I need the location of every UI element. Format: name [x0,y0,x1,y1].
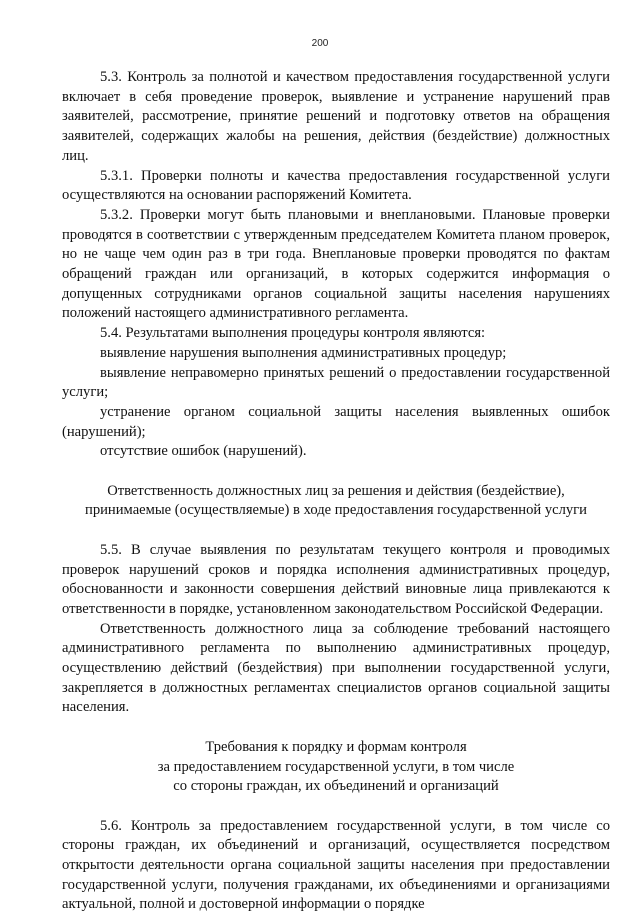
list-item: выявление неправомерно принятых решений о предоставлении государственной услуги; [62,364,610,401]
paragraph-5-5: 5.5. В случае выявления по результатам текущего контроля и проводимых проверок нарушений сроков и порядка исполнения административных процедур, обоснованности и законности совершения действий виновные лица привлекаются к ответственности в порядке, установленном законодательством Российской Федерации. [62,541,610,617]
paragraph-5-3-1: 5.3.1. Проверки полноты и качества предоставления государственной услуги осуществляются на основании распоряжений Комитета. [62,167,610,204]
section-heading-line: за предоставлением государственной услуги, в том числе [157,758,515,775]
paragraph-5-3-2: 5.3.2. Проверки могут быть плановыми и внеплановыми. Плановые проверки проводятся в соответствии с утвержденным председателем Комитета планом проверок, но не чаще чем один раз в три года. Внеплановые проверки проводятся по фактам обращений граждан или организаций, в которых содержится информация о допущенных сотрудниками органов социальной защиты населения нарушениях положений настоящего административного регламента. [62,206,610,322]
paragraph-responsibility: Ответственность должностного лица за соблюдение требований настоящего административного регламента по выполнению административных процедур, осуществлению действий (бездействия) при выполнении государственной услуги, закрепляется в должностных регламентах специалистов органов социальной защиты населения. [62,620,610,716]
document-body [62,68,610,915]
paragraph-5-6: 5.6. Контроль за предоставлением государственной услуги, в том числе со стороны граждан, их объединений и организаций, осуществляется посредством открытости деятельности органа социальной защиты населения при предоставлении государственной услуги, получения гражданами, их объединениями и организациями актуальной, полной и достоверной информации о порядке [62,817,610,913]
list-item: отсутствие ошибок (нарушений). [100,443,307,460]
spacer [62,462,610,482]
section-heading-line: принимаемые (осуществляемые) в ходе предоставления государственной услуги [85,502,587,519]
list-item: устранение органом социальной защиты населения выявленных ошибок (нарушений); [62,403,610,440]
section-heading-line: Требования к порядку и формам контроля [205,738,467,755]
section-heading-line: Ответственность должностных лиц за решения и действия (бездействие), [107,482,565,499]
section-heading-line: со стороны граждан, их объединений и организаций [173,778,499,795]
paragraph-5-4: 5.4. Результатами выполнения процедуры контроля являются: [100,325,486,342]
list-item: выявление нарушения выполнения административных процедур; [100,344,507,361]
page-number: 200 [311,38,329,49]
spacer [62,521,610,541]
spacer [62,797,610,817]
spacer [62,718,610,738]
paragraph-5-3: 5.3. Контроль за полнотой и качеством предоставления государственной услуги включает в себя проведение проверок, выявление и устранение нарушений прав заявителей, рассмотрение, принятие решений и подготовку ответов на обращения заявителей, содержащих жалобы на решения, действия (бездействие) должностных лиц. [62,69,610,164]
